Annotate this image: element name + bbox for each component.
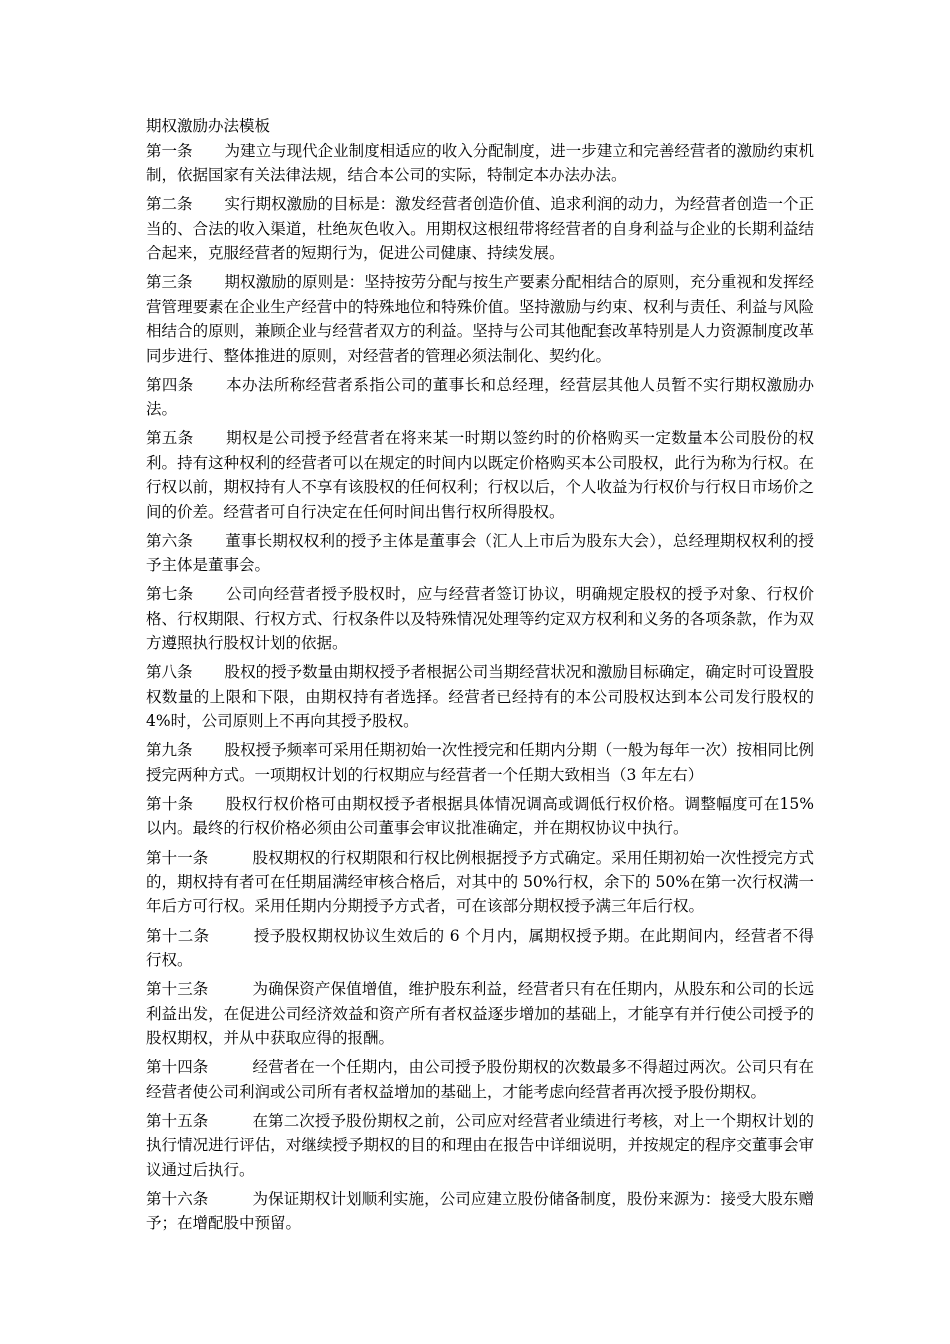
article-number: 第十一条 <box>146 848 209 867</box>
article-list <box>146 139 814 1236</box>
article-paragraph <box>146 139 814 188</box>
article-paragraph <box>146 846 814 919</box>
document-title: 期权激励办法模板 <box>146 117 271 135</box>
article-paragraph <box>146 738 814 787</box>
article-paragraph <box>146 192 814 265</box>
article-number: 第十五条 <box>146 1111 209 1130</box>
article-text: 股权的授予数量由期权授予者根据公司当期经营状况和激励目标确定，确定时可设置股权数量的上限和下限，由期权持有者选择。经营者已经持有的本公司股权达到本公司发行股权的 4%时，公司原则上不再向其授予股权。 <box>146 663 814 731</box>
article-text: 授予股权期权协议生效后的 6 个月内，属期权授予期。在此期间内，经营者不得行权。 <box>146 926 814 970</box>
article-text: 董事长期权权利的授予主体是董事会（汇人上市后为股东大会），总经理期权权利的授予主体是董事会。 <box>146 531 814 575</box>
article-number: 第十四条 <box>146 1058 209 1077</box>
article-text: 期权是公司授予经营者在将来某一时期以签约时的价格购买一定数量本公司股份的权利。持有这种权利的经营者可以在规定的时间内以既定价格购买本公司股权，此行为称为行权。在行权以前，期权持有人不享有该股权的任何权利；行权以后，个人收益为行权价与行权日市场价之间的价差。经营者可自行决定在任何时间出售行权所得股权。 <box>146 429 814 521</box>
article-text: 股权期权的行权期限和行权比例根据授予方式确定。采用任期初始一次性授完方式的，期权持有者可在任期届满经审核合格后，对其中的 50%行权，余下的 50%在第一次行权满一年后方可行权。采用任期内分期授予方式者，可在该部分期权授予满三年后行权。 <box>146 848 814 916</box>
article-number: 第十二条 <box>146 926 210 945</box>
document-page <box>146 114 814 1241</box>
article-number: 第十三条 <box>146 980 209 999</box>
article-number: 第十条 <box>146 795 194 814</box>
article-text: 在第二次授予股份期权之前，公司应对经营者业绩进行考核，对上一个期权计划的执行情况进行评估，对继续授予期权的目的和理由在报告中详细说明，并按规定的程序交董事会审议通过后执行。 <box>146 1111 814 1179</box>
article-text: 为建立与现代企业制度相适应的收入分配制度，进一步建立和完善经营者的激励约束机制，依据国家有关法律法规，结合本公司的实际，特制定本办法办法。 <box>146 141 814 185</box>
article-text: 为保证期权计划顺利实施，公司应建立股份储备制度，股份来源为：接受大股东赠予；在增配股中预留。 <box>146 1189 814 1233</box>
article-number: 第七条 <box>146 585 194 604</box>
article-number: 第六条 <box>146 531 194 550</box>
article-paragraph <box>146 529 814 578</box>
article-paragraph <box>146 1109 814 1182</box>
article-text: 经营者在一个任期内，由公司授予股份期权的次数最多不得超过两次。公司只有在经营者使公司利润或公司所有者权益增加的基础上，才能考虑向经营者再次授予股份期权。 <box>146 1058 814 1101</box>
article-paragraph <box>146 582 814 655</box>
article-text: 期权激励的原则是：坚持按劳分配与按生产要素分配相结合的原则，充分重视和发挥经营管理要素在企业生产经营中的特殊地位和特殊价值。坚持激励与约束、权利与责任、利益与风险相结合的原则，兼顾企业与经营者双方的利益。坚持与公司其他配套改革特别是人力资源制度改革同步进行、整体推进的原则，对经营者的管理必须法制化、契约化。 <box>146 273 814 365</box>
article-number: 第二条 <box>146 195 193 214</box>
article-number: 第十六条 <box>146 1189 209 1208</box>
article-number: 第九条 <box>146 741 193 760</box>
article-text: 股权行权价格可由期权授予者根据具体情况调高或调低行权价格。调整幅度可在15%以内。最终的行权价格必须由公司董事会审议批准确定，并在期权协议中执行。 <box>146 795 814 838</box>
article-paragraph <box>146 1055 814 1104</box>
article-paragraph <box>146 270 814 368</box>
article-paragraph <box>146 792 814 841</box>
article-paragraph <box>146 373 814 422</box>
article-paragraph <box>146 660 814 733</box>
article-paragraph <box>146 977 814 1050</box>
article-text: 公司向经营者授予股权时，应与经营者签订协议，明确规定股权的授予对象、行权价格、行权期限、行权方式、行权条件以及特殊情况处理等约定双方权利和义务的各项条款，作为双方遵照执行股权计划的依据。 <box>146 585 814 653</box>
article-paragraph <box>146 924 814 973</box>
article-paragraph <box>146 1187 814 1236</box>
article-number: 第一条 <box>146 141 193 160</box>
article-text: 为确保资产保值增值，维护股东利益，经营者只有在任期内，从股东和公司的长远利益出发，在促进公司经济效益和资产所有者权益逐步增加的基础上，才能享有并行使公司授予的股权期权，并从中获取应得的报酬。 <box>146 980 814 1048</box>
article-number: 第四条 <box>146 375 194 394</box>
article-paragraph <box>146 426 814 524</box>
article-number: 第八条 <box>146 663 193 682</box>
article-number: 第五条 <box>146 429 194 448</box>
article-text: 实行期权激励的目标是：激发经营者创造价值、追求利润的动力，为经营者创造一个正当的、合法的收入渠道，杜绝灰色收入。用期权这根纽带将经营者的自身利益与企业的长期利益结合起来，克服经营者的短期行为，促进公司健康、持续发展。 <box>146 195 814 263</box>
article-text: 股权授予频率可采用任期初始一次性授完和任期内分期（一般为每年一次）按相同比例授完两种方式。一项期权计划的行权期应与经营者一个任期大致相当（3 年左右） <box>146 741 814 784</box>
article-number: 第三条 <box>146 273 193 292</box>
article-text: 本办法所称经营者系指公司的董事长和总经理，经营层其他人员暂不实行期权激励办法。 <box>146 375 814 419</box>
